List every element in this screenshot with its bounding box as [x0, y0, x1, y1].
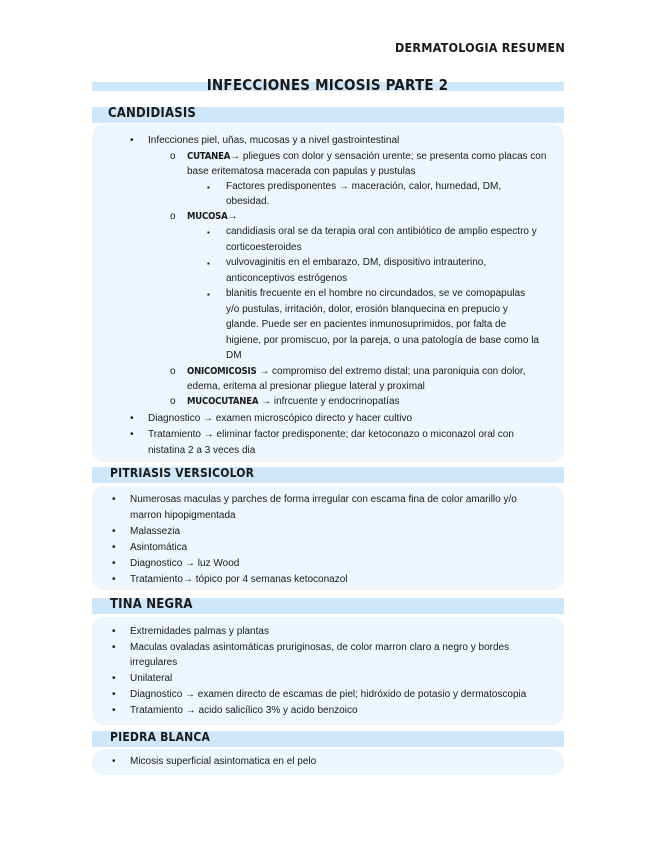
list-item-onicomicosis	[187, 366, 525, 378]
list-item-continuation: obesidad.	[226, 196, 270, 207]
bullet-icon: •	[112, 689, 116, 700]
term-cutanea: CUTANEA	[187, 151, 231, 162]
list-item-continuation: nistatina 2 a 3 veces dia	[148, 445, 256, 456]
list-item: vulvovaginitis en el embarazo, DM, dispositivo intrauterino,	[226, 257, 487, 268]
list-item: Numerosas maculas y parches de forma irregular con escama fina de color amarillo y/o	[130, 494, 517, 505]
list-item-continuation: irregulares	[130, 657, 178, 668]
list-item-continuation: marron hipopigmentada	[130, 510, 236, 521]
bullet-icon: •	[112, 642, 116, 653]
term-onicomicosis: ONICOMICOSIS	[187, 366, 257, 377]
circle-bullet-icon: o	[170, 366, 176, 377]
bullet-icon: •	[112, 673, 116, 684]
list-item-continuation: glande. Puede ser en pacientes inmunosuprimidos, por falta de	[226, 319, 507, 330]
mucosa-arrow: →	[227, 211, 238, 222]
list-item: Infecciones piel, uñas, mucosas y a nivel gastrointestinal	[148, 135, 400, 146]
term-mucosa: MUCOSA	[187, 211, 228, 222]
bullet-icon: •	[112, 705, 116, 716]
list-item: Asintomática	[130, 542, 188, 553]
list-item: Factores predisponentes → maceración, calor, humedad, DM,	[226, 181, 502, 192]
circle-bullet-icon: o	[170, 211, 176, 222]
list-item: Micosis superficial asintomatica en el pelo	[130, 756, 317, 767]
bullet-icon: •	[130, 135, 134, 146]
list-item: Diagnostico → examen microscópico directo y hacer cultivo	[148, 413, 412, 424]
list-item-continuation: edema, eritema al presionar pliegue lateral y proximal	[187, 381, 425, 392]
bullet-icon: •	[112, 494, 116, 505]
bullet-icon: •	[112, 526, 116, 537]
list-item-mucocutanea	[187, 396, 400, 408]
bullet-icon: •	[112, 626, 116, 637]
list-item-continuation: corticoesteroides	[226, 242, 302, 253]
list-item-continuation: anticonceptivos estrógenos	[226, 273, 348, 284]
list-item: candidiasis oral se da terapia oral con antibiótico de amplio espectro y	[226, 226, 537, 237]
circle-bullet-icon: o	[170, 151, 176, 162]
cutanea-text: → pliegues con dolor y sensación urente; se presenta como placas con	[230, 151, 547, 162]
list-item-continuation: y/o pustulas, irritación, dolor, erosión blanquecina en prepucio y	[226, 304, 508, 315]
square-bullet-icon: ▪	[207, 290, 210, 299]
list-item-cutanea	[187, 151, 546, 163]
list-item: Extremidades palmas y plantas	[130, 626, 269, 637]
onicomicosis-text: → compromiso del extremo distal; una paroniquia con dolor,	[259, 366, 526, 377]
list-item: Tratamiento → eliminar factor predisponente; dar ketoconazo o miconazol oral con	[148, 429, 514, 440]
list-item: Maculas ovaladas asintomáticas pruriginosas, de color marron claro a negro y bordes	[130, 642, 510, 653]
section-title-candidiasis: CANDIDIASIS	[108, 106, 196, 121]
bullet-icon: •	[112, 542, 116, 553]
bullet-icon: •	[112, 574, 116, 585]
list-item-mucosa	[187, 211, 238, 223]
section-title-tina: TINA NEGRA	[110, 597, 193, 612]
list-item-continuation: DM	[226, 350, 242, 361]
bullet-icon: •	[130, 429, 134, 440]
section-title-pitiriasis: PITRIASIS VERSICOLOR	[110, 466, 255, 480]
list-item: Unilateral	[130, 673, 173, 684]
list-item: Diagnostico → luz Wood	[130, 558, 240, 569]
list-item: Tratamiento→ tópico por 4 semanas ketoconazol	[130, 574, 348, 585]
bullet-icon: •	[112, 756, 116, 767]
term-mucocutanea: MUCOCUTANEA	[187, 396, 259, 407]
square-bullet-icon: ▪	[207, 183, 210, 192]
square-bullet-icon: ▪	[207, 228, 210, 237]
square-bullet-icon: ▪	[207, 259, 210, 268]
circle-bullet-icon: o	[170, 396, 176, 407]
list-item-continuation: higiene, por promiscuo, por la pareja, o una patología de base como la	[226, 335, 539, 346]
list-item: blanitis frecuente en el hombre no circundados, se ve comopapulas	[226, 288, 526, 299]
bullet-icon: •	[130, 413, 134, 424]
mucocutanea-text: → infrcuente y endocrinopatías	[261, 396, 400, 407]
list-item-continuation: base eritematosa macerada con papulas y pustulas	[187, 166, 416, 177]
document-header-title: DERMATOLOGIA RESUMEN	[394, 40, 565, 55]
bullet-icon: •	[112, 558, 116, 569]
list-item: Malassezia	[130, 526, 181, 537]
list-item: Tratamiento → acido salicílico 3% y acido benzoico	[130, 705, 358, 716]
page-title: INFECCIONES MICOSIS PARTE 2	[206, 76, 449, 94]
section-title-piedra: PIEDRA BLANCA	[110, 730, 211, 744]
list-item: Diagnostico → examen directo de escamas de piel; hidróxido de potasio y dermatoscopia	[130, 689, 527, 700]
